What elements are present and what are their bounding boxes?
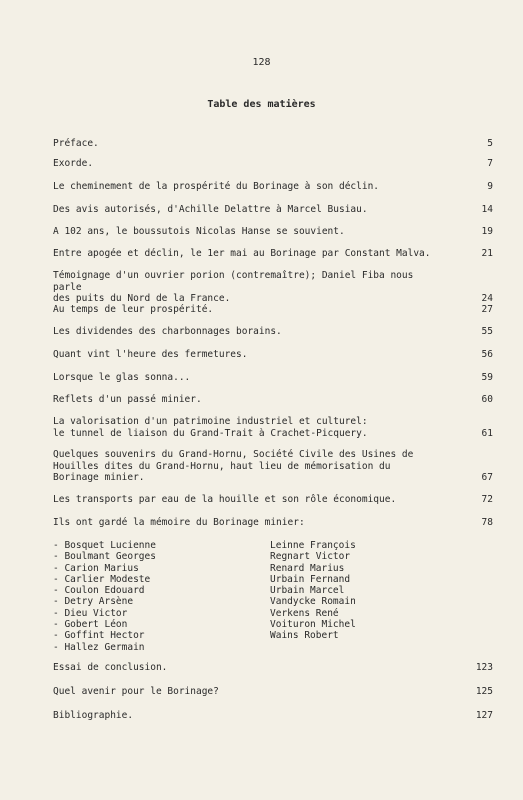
toc-entry-text: Quant vint l'heure des fermetures. (53, 349, 248, 360)
name-item: Renard Marius (270, 562, 345, 574)
toc-entry-page: 59 (481, 372, 493, 383)
toc-entry-page: 125 (475, 686, 493, 697)
toc-entry-text: Les dividendes des charbonnages borains. (53, 326, 282, 337)
name-item: Wains Robert (270, 630, 339, 642)
toc-entry-text: Quel avenir pour le Borinage? (53, 686, 219, 697)
toc-entry-text: A 102 ans, le boussutois Nicolas Hanse se souvient. (53, 226, 345, 237)
toc-entry (53, 304, 493, 316)
toc-entry (53, 326, 493, 338)
toc-entry-text: Entre apogée et déclin, le 1er mai au Borinage par Constant Malva. (53, 248, 431, 259)
toc-entry (53, 372, 493, 384)
toc-entry-page: 27 (481, 304, 493, 315)
name-item: - Goffint Hector (53, 630, 145, 642)
names-column-left (53, 540, 156, 653)
toc-entry-page: 123 (475, 662, 493, 673)
names-column-right (270, 540, 356, 642)
name-item: - Detry Arsène (53, 596, 134, 608)
toc-entry-text: Exorde. (53, 158, 94, 169)
toc-entry-page: 7 (487, 158, 493, 169)
toc-entry-page: 127 (475, 710, 493, 721)
toc-entry (53, 181, 493, 193)
toc-entry-page: 14 (481, 204, 493, 215)
toc-entry (53, 494, 493, 506)
toc-entry (53, 226, 493, 238)
name-item: - Carion Marius (53, 562, 139, 574)
toc-entry (53, 270, 493, 305)
toc-entry-text: Quelques souvenirs du Grand-Hornu, Société Civile des Usines de Houilles dites du Grand-Hornu, haut lieu de mémorisation du Borinage minier. (53, 449, 414, 483)
name-item: - Dieu Victor (53, 607, 128, 619)
page-number: 128 (252, 57, 271, 68)
toc-entry-page: 9 (487, 181, 493, 192)
toc-entry-page: 60 (481, 394, 493, 405)
name-item: - Carlier Modeste (53, 573, 151, 585)
toc-entry-text: Témoignage d'un ouvrier porion (contremaître); Daniel Fiba nous parle des puits du Nord de la France. (53, 270, 414, 304)
toc-entry-page: 67 (481, 472, 493, 483)
toc-entry (53, 248, 493, 260)
toc-entry (53, 517, 493, 529)
toc-entry-text: Ils ont gardé la mémoire du Borinage minier: (53, 517, 305, 528)
toc-entry (53, 449, 493, 484)
name-item: Vandycke Romain (270, 596, 356, 608)
toc-entry-text: Préface. (53, 138, 99, 149)
toc-entry-page: 72 (481, 494, 493, 505)
toc-entry-text: Lorsque le glas sonna... (53, 372, 191, 383)
toc-entry-text: Essai de conclusion. (53, 662, 168, 673)
toc-entry-text: Au temps de leur prospérité. (53, 304, 214, 315)
name-item: Urbain Fernand (270, 573, 351, 585)
toc-entry (53, 686, 493, 698)
toc-entry-page: 55 (481, 326, 493, 337)
page-title: Table des matières (207, 99, 316, 110)
name-item: Leinne François (270, 540, 356, 551)
toc-entry-page: 61 (481, 427, 493, 439)
name-item: Regnart Victor (270, 551, 351, 563)
name-item: - Bosquet Lucienne (53, 540, 156, 551)
name-item: - Coulon Edouard (53, 585, 145, 597)
toc-entry-page: 21 (481, 248, 493, 259)
toc-entry (53, 138, 493, 150)
toc-entry-page: 24 (481, 293, 493, 304)
name-item: - Boulmant Georges (53, 551, 156, 563)
toc-entry (53, 158, 493, 170)
toc-entry-page: 5 (487, 138, 493, 149)
toc-entry (53, 204, 493, 216)
toc-entry (53, 662, 493, 674)
toc-entry-page: 78 (481, 517, 493, 528)
toc-entry-text: Les transports par eau de la houille et son rôle économique. (53, 494, 397, 505)
name-item: - Gobert Léon (53, 619, 128, 631)
toc-entry-page: 19 (481, 226, 493, 237)
toc-entry-text: Le cheminement de la prospérité du Borinage à son déclin. (53, 181, 380, 192)
name-item: Urbain Marcel (270, 585, 345, 597)
name-item: Voituron Michel (270, 619, 356, 631)
name-item: Verkens René (270, 607, 339, 619)
toc-entry (53, 416, 493, 439)
toc-entry-text: La valorisation d'un patrimoine industriel et culturel: le tunnel de liaison du Grand-Trait à Crachet-Picquery. (53, 416, 368, 439)
toc-entry (53, 394, 493, 406)
toc-entry-text: Bibliographie. (53, 710, 134, 721)
toc-entry-text: Des avis autorisés, d'Achille Delattre à Marcel Busiau. (53, 204, 368, 215)
toc-entry (53, 710, 493, 722)
toc-entry (53, 349, 493, 361)
toc-entry-text: Reflets d'un passé minier. (53, 394, 202, 405)
name-item: - Hallez Germain (53, 641, 145, 653)
toc-entry-page: 56 (481, 349, 493, 360)
